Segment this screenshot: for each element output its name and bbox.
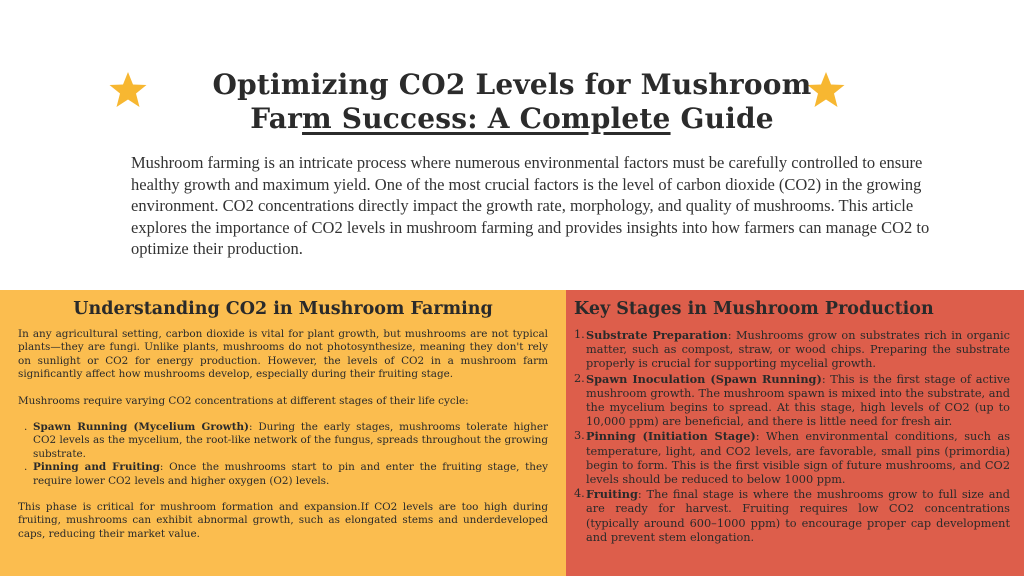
step-number: 3. [574,429,585,443]
list-item-term: Pinning and Fruiting [33,461,160,474]
list-item-term: Spawn Running (Mycelium Growth) [33,421,249,434]
left-paragraph-1: In any agricultural setting, carbon dioxide is vital for plant growth, but mushrooms are not typical plants—they are fungi. Unlike plants, mushrooms do not photosynthesize, meaning they don't rely on sunlight or CO2 for energy production. However, the levels of CO2 in a mushroom farm significantly affect how mushrooms develop, especially during their fruiting stage. [18,328,548,381]
step-number: 2. [574,371,585,385]
co2-stage-list [18,421,548,488]
step-term: Fruiting [586,487,638,502]
step-term: Substrate Preparation [586,328,728,342]
left-paragraph-3: This phase is critical for mushroom formation and expansion.If CO2 levels are too high during fruiting, mushrooms can exhibit abnormal growth, such as elongated stems and underdeveloped caps, reducing their market value. [18,501,548,540]
step-term: Spawn Inoculation (Spawn Running) [586,371,822,386]
understanding-co2-panel [0,290,566,576]
title-block [0,68,1024,136]
list-item [24,421,548,461]
bullet-marker: . [24,461,28,474]
step-number: 1. [574,328,585,341]
list-item-text: : During the early stages, mushrooms tolerate higher CO2 levels as the mycelium, the root-like network of the fungus, spreads throughout the growing substrate. [33,421,548,460]
title-line-2-underlined: m Success: A Complete [302,102,671,135]
step-term: Pinning (Initiation Stage) [586,429,756,444]
step-text: : When environmental conditions, such as temperature, light, and CO2 levels, are favorable, small pins (primordia) begin to form. This is the first visible sign of future mushrooms, and CO2 levels should be reduced to below 1000 ppm. [586,430,1010,487]
production-stage-list [574,328,1010,545]
page-title [213,68,812,136]
title-line-1: Optimizing CO2 Levels for Mushroom [212,68,812,101]
right-panel-heading: Key Stages in Mushroom Production [574,299,934,319]
key-stages-panel [566,290,1024,576]
intro-paragraph: Mushroom farming is an intricate process where numerous environmental factors must be carefully controlled to ensure healthy growth and maximum yield. One of the most crucial factors is the level of carbon dioxide (CO2) in the growing environment. CO2 concentrations directly impact the growth rate, morphology, and quality of mushrooms. This article explores the importance of CO2 levels in mushroom farming and provides insights into how farmers can manage CO2 to optimize their production. [131,153,930,258]
title-line-2-start: Far [250,102,303,135]
left-panel-heading: Understanding CO2 in Mushroom Farming [73,299,493,319]
step-number: 4. [574,487,585,501]
list-item [574,429,1010,487]
step-text: : Mushrooms grow on substrates rich in organic matter, such as compost, straw, or wood chips. Preparing the substrate properly is crucial for supporting mycelial growth. [586,329,1011,371]
title-line-2-end: Guide [670,102,774,135]
list-item [574,372,1010,430]
list-item [574,328,1010,372]
step-text: : The final stage is where the mushrooms grow to full size and are ready for harvest. Fruiting requires low CO2 concentrations (typically around 600–1000 ppm) to encourage proper cap development and prevent stem elongation. [586,488,1010,544]
list-item [574,487,1010,545]
bullet-marker: . [24,421,28,434]
left-paragraph-2: Mushrooms require varying CO2 concentrations at different stages of their life cycle: [18,394,469,407]
title-line-2 [250,102,774,135]
step-text: : This is the first stage of active mushroom growth. The mushroom spawn is mixed into the substrate, and the mycelium begins to spread. At this stage, high levels of CO2 (up to 10,000 ppm) are beneficial, and there is little need for fresh air. [586,372,1011,429]
list-item-text: : Once the mushrooms start to pin and enter the fruiting stage, they require lower CO2 levels and higher oxygen (O2) levels. [33,461,548,487]
list-item [24,461,548,488]
